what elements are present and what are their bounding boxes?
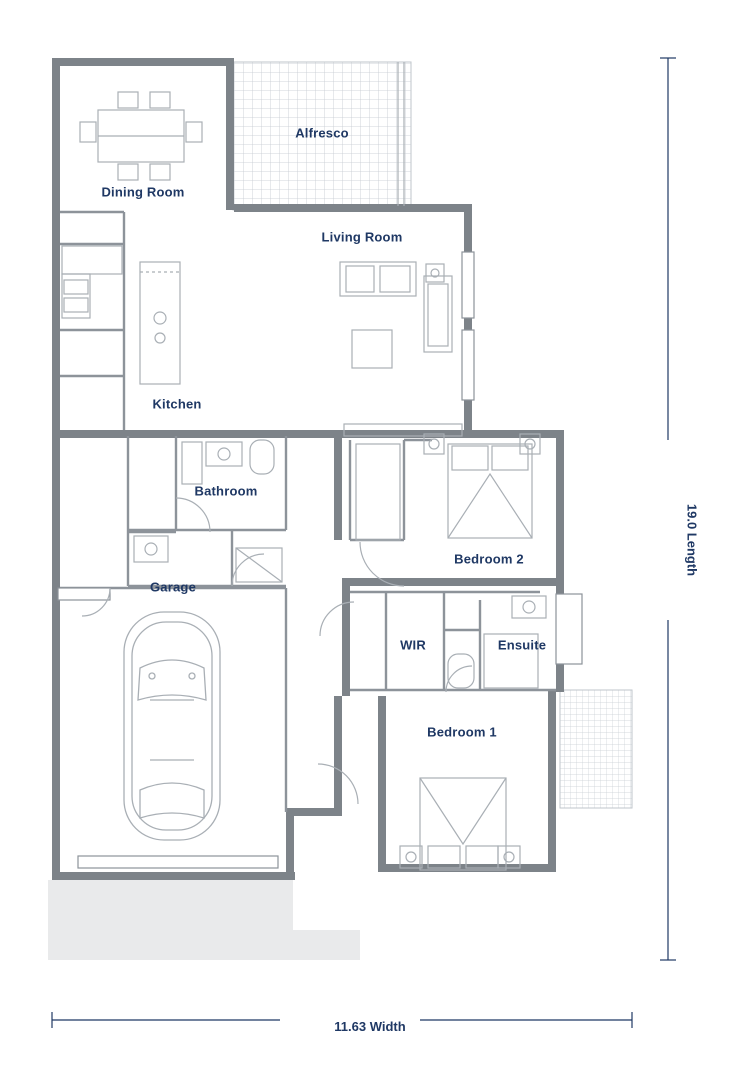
room-label: Bedroom 2 xyxy=(454,551,524,567)
bedroom-2-bed xyxy=(424,434,540,538)
room-label: WIR xyxy=(400,637,426,653)
room-label: Dining Room xyxy=(101,184,185,200)
room-label: Kitchen xyxy=(152,396,202,412)
bedroom-1-bed xyxy=(400,778,520,870)
garage-car xyxy=(124,612,220,840)
bathroom-fixtures xyxy=(134,440,282,582)
room-label: Bedroom 1 xyxy=(427,724,497,740)
living-furniture xyxy=(340,262,452,368)
room-label: Bathroom xyxy=(194,483,258,499)
room-label: Ensuite xyxy=(497,637,547,653)
kitchen-island-and-benches xyxy=(62,246,180,384)
width-dimension-label: 11.63 Width xyxy=(334,1019,406,1034)
interior-walls xyxy=(60,212,556,812)
room-label: Alfresco xyxy=(295,125,349,141)
side-patio-tiles xyxy=(560,690,632,808)
dining-table-and-chairs xyxy=(80,92,202,180)
room-label: Garage xyxy=(149,579,197,595)
driveway-paving xyxy=(48,880,360,960)
length-dimension-label: 19.0 Length xyxy=(684,503,700,577)
room-label: Living Room xyxy=(321,229,403,245)
